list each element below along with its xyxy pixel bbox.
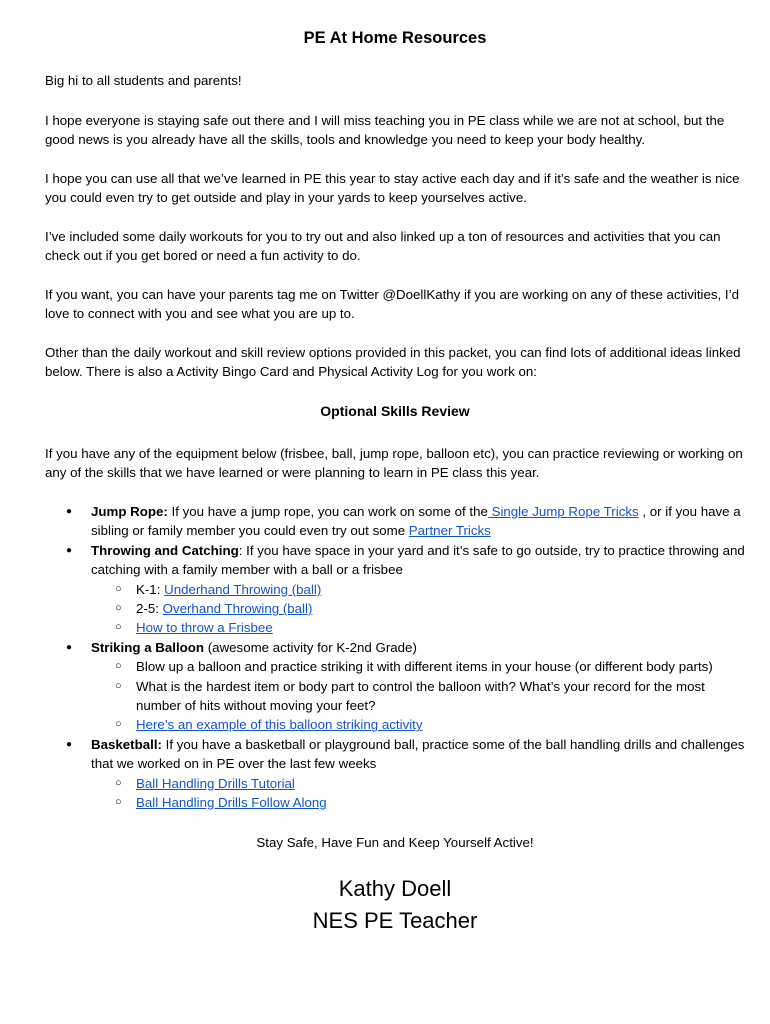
intro-paragraph-5: Other than the daily workout and skill review options provided in this packet, you can find lots of additional ideas linked below. There is also a Activity Bingo Card and Physical Activity Log for you work on: [45,345,741,380]
list-item-jump-rope [45,502,745,541]
balloon-text: (awesome activity for K-2nd Grade) [204,639,417,655]
frisbee-link[interactable]: How to throw a Frisbee [136,620,273,636]
skills-list [45,502,745,813]
underhand-throwing-link[interactable]: Underhand Throwing (ball) [164,581,322,597]
sub-item-k1 [91,580,745,599]
page-title: PE At Home Resources [303,29,487,47]
skills-heading: Optional Skills Review [320,403,470,419]
greeting: Big hi to all students and parents! [45,73,242,88]
skills-intro: If you have any of the equipment below (frisbee, ball, jump rope, balloon etc), you can practice reviewing or working on any of the skills that we have learned or were planning to learn in PE class this year. [45,446,743,481]
jump-rope-label: Jump Rope: [91,504,168,519]
ball-handling-follow-along-link[interactable]: Ball Handling Drills Follow Along [136,795,327,811]
list-item-throwing [45,541,745,638]
list-item-basketball [45,735,745,813]
single-jump-rope-tricks-link[interactable]: Single Jump Rope Tricks [487,504,639,519]
basketball-sub-2 [91,793,745,812]
jump-rope-text-2: , or if you have a sibling or family member you could even try out some [91,504,741,539]
25-prefix: 2-5: [136,601,163,617]
basketball-sub-1 [91,774,745,793]
ball-handling-tutorial-link[interactable]: Ball Handling Drills Tutorial [136,775,295,791]
intro-paragraph-4: If you want, you can have your parents tag me on Twitter @DoellKathy if you are working on any of these activities, I’d love to connect with you and see what you are up to. [45,287,739,322]
jump-rope-text: If you have a jump rope, you can work on some of the [167,504,488,519]
closing-line: Stay Safe, Have Fun and Keep Yourself Active! [256,835,534,850]
balloon-sub-2: ○ What is the hardest item or body part to control the balloon with? What’s your record for the most number of hits without moving your feet? [91,677,745,716]
signature-role: NES PE Teacher [312,908,478,933]
list-item-balloon [45,638,745,735]
intro-paragraph-2: I hope you can use all that we’ve learned in PE this year to stay active each day and if it’s safe and the weather is nice you could even try to get outside and play in your yards to keep yourselves active. [45,171,740,206]
balloon-sublist [91,657,745,735]
balloon-example-link[interactable]: Here’s an example of this balloon striking activity [136,717,423,733]
signature-name: Kathy Doell [338,876,452,901]
sub-item-frisbee [91,618,745,637]
basketball-text: If you have a basketball or playground ball, practice some of the ball handling drills and challenges that we worked on in PE over the last few weeks [91,736,745,772]
basketball-label: Basketball: [91,736,162,752]
intro-paragraph-3: I’ve included some daily workouts for you to try out and also linked up a ton of resources and activities that you can check out if you get bored or need a fun activity to do. [45,229,721,264]
partner-tricks-link[interactable]: Partner Tricks [408,523,491,539]
k1-prefix: K-1: [136,581,165,597]
balloon-sub-1: ○ Blow up a balloon and practice striking it with different items in your house (or different body parts) [91,657,745,676]
sub-item-25 [91,599,745,618]
throwing-sublist [91,580,745,638]
overhand-throwing-link[interactable]: Overhand Throwing (ball) [162,601,313,617]
balloon-sub-3 [91,715,745,734]
balloon-label: Striking a Balloon [91,639,205,655]
basketball-sublist [91,774,745,813]
throwing-label: Throwing and Catching [91,542,239,558]
intro-paragraph-1: I hope everyone is staying safe out there and I will miss teaching you in PE class while we are not at school, but the good news is you already have all the skills, tools and knowledge you need to keep your body healthy. [45,113,725,148]
throwing-text: : If you have space in your yard and it’s safe to go outside, try to practice throwing and catching with a family member with a ball or a frisbee [91,542,745,578]
